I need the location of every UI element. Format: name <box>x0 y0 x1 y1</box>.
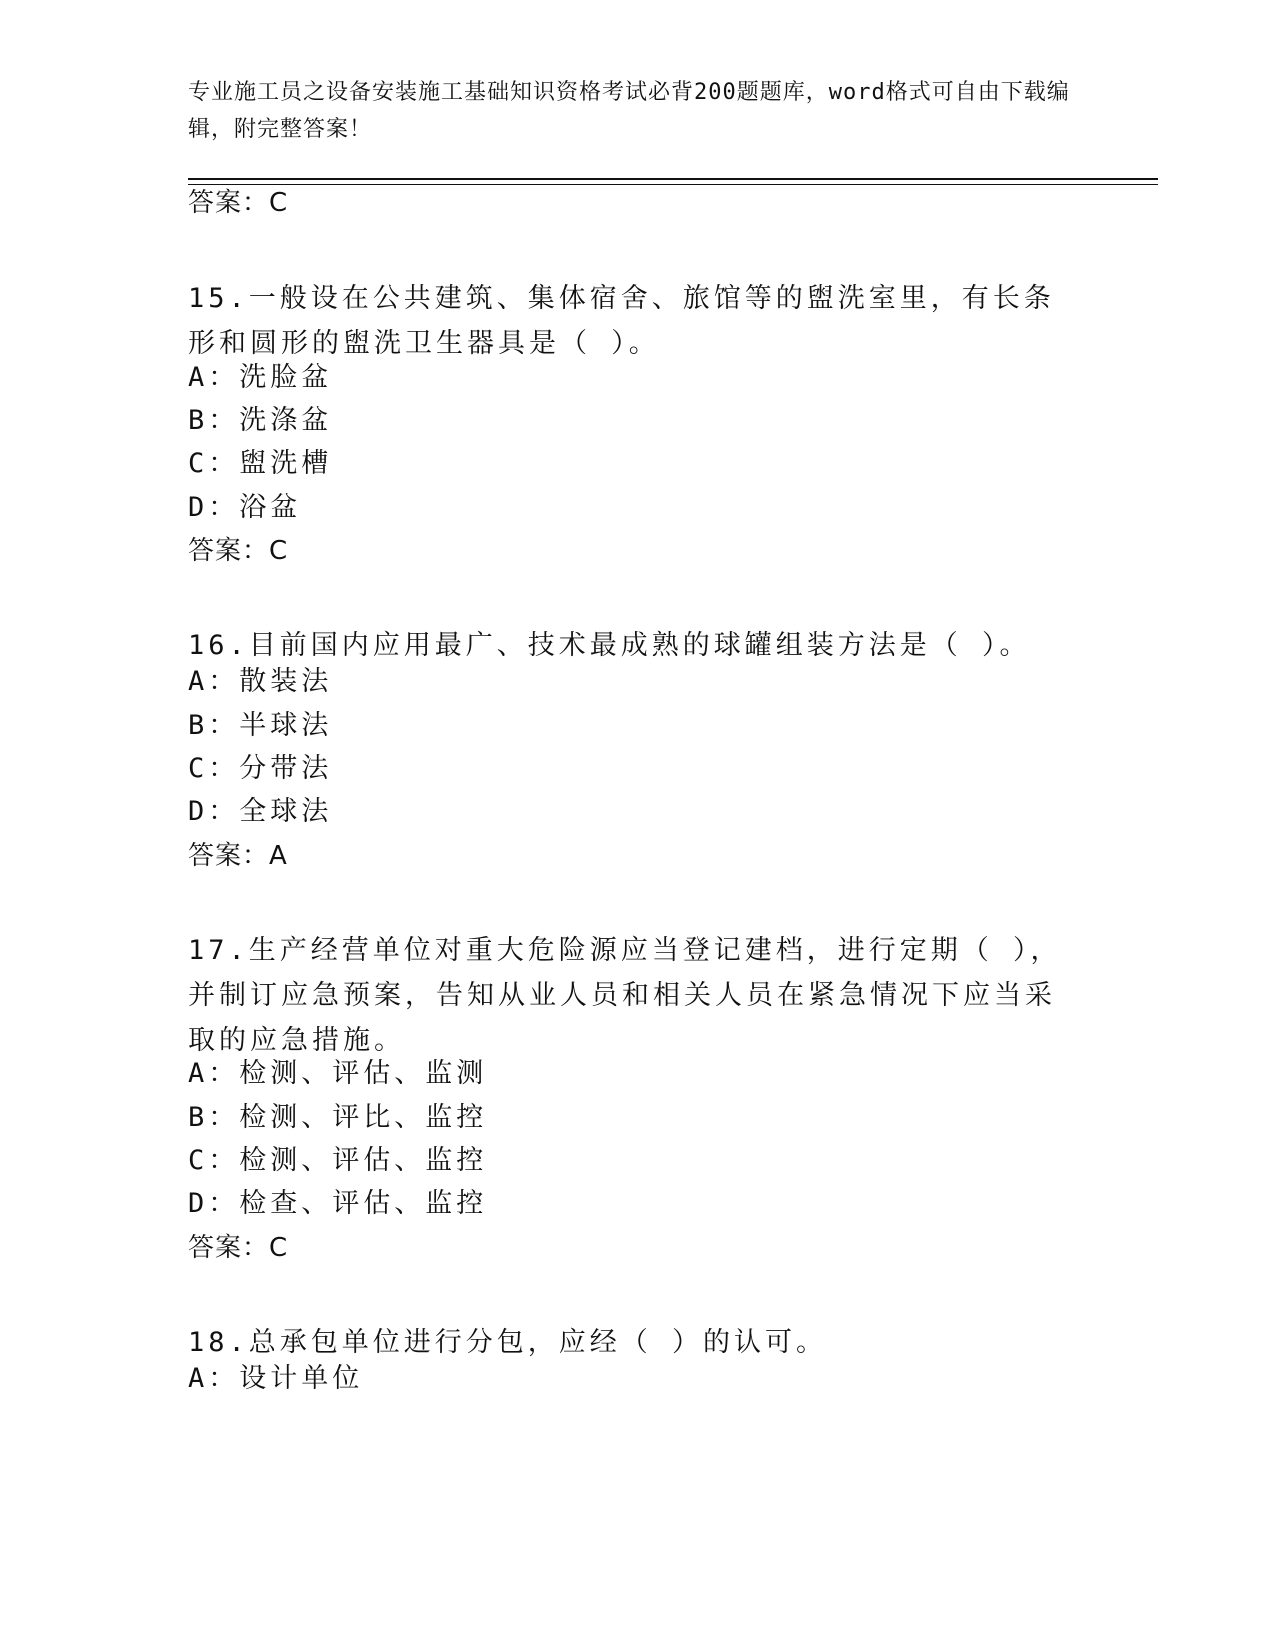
question-16-option-c: C：分带法 <box>188 753 333 784</box>
question-16-option-b: B：半球法 <box>188 710 333 741</box>
question-17-option-a: A：检测、评估、监测 <box>188 1058 488 1089</box>
answer-16: 答案：A <box>188 841 288 871</box>
document-header: 专业施工员之设备安装施工基础知识资格考试必背200题题库，word格式可自由下载编辑，附完整答案！ <box>188 80 1070 142</box>
answer-15: 答案：C <box>188 536 289 566</box>
header-rule-thick <box>188 178 1158 180</box>
question-17: 17.生产经营单位对重大危险源应当登记建档，进行定期（ ），并制订应急预案，告知从业人员和相关人员在紧急情况下应当采取的应急措施。 <box>188 935 1062 1056</box>
question-18-option-a: A：设计单位 <box>188 1363 364 1394</box>
question-15-option-a: A：洗脸盆 <box>188 362 333 393</box>
question-16-option-a: A：散装法 <box>188 666 333 697</box>
answer-17: 答案：C <box>188 1233 289 1263</box>
question-15-option-d: D：浴盆 <box>188 492 302 523</box>
question-16-option-d: D：全球法 <box>188 796 333 827</box>
question-15-option-b: B：洗涤盆 <box>188 405 333 436</box>
question-18: 18.总承包单位进行分包，应经（ ）的认可。 <box>188 1327 828 1358</box>
question-17-option-d: D：检查、评估、监控 <box>188 1188 488 1219</box>
question-16: 16.目前国内应用最广、技术最成熟的球罐组装方法是（ ）。 <box>188 630 1031 661</box>
answer-14: 答案：C <box>188 188 289 218</box>
question-15-option-c: C：盥洗槽 <box>188 448 333 479</box>
question-17-option-b: B：检测、评比、监控 <box>188 1102 488 1133</box>
header-rule-thin <box>188 184 1158 185</box>
question-15: 15.一般设在公共建筑、集体宿舍、旅馆等的盥洗室里，有长条形和圆形的盥洗卫生器具是（ ）。 <box>188 283 1055 359</box>
question-17-option-c: C：检测、评估、监控 <box>188 1145 488 1176</box>
